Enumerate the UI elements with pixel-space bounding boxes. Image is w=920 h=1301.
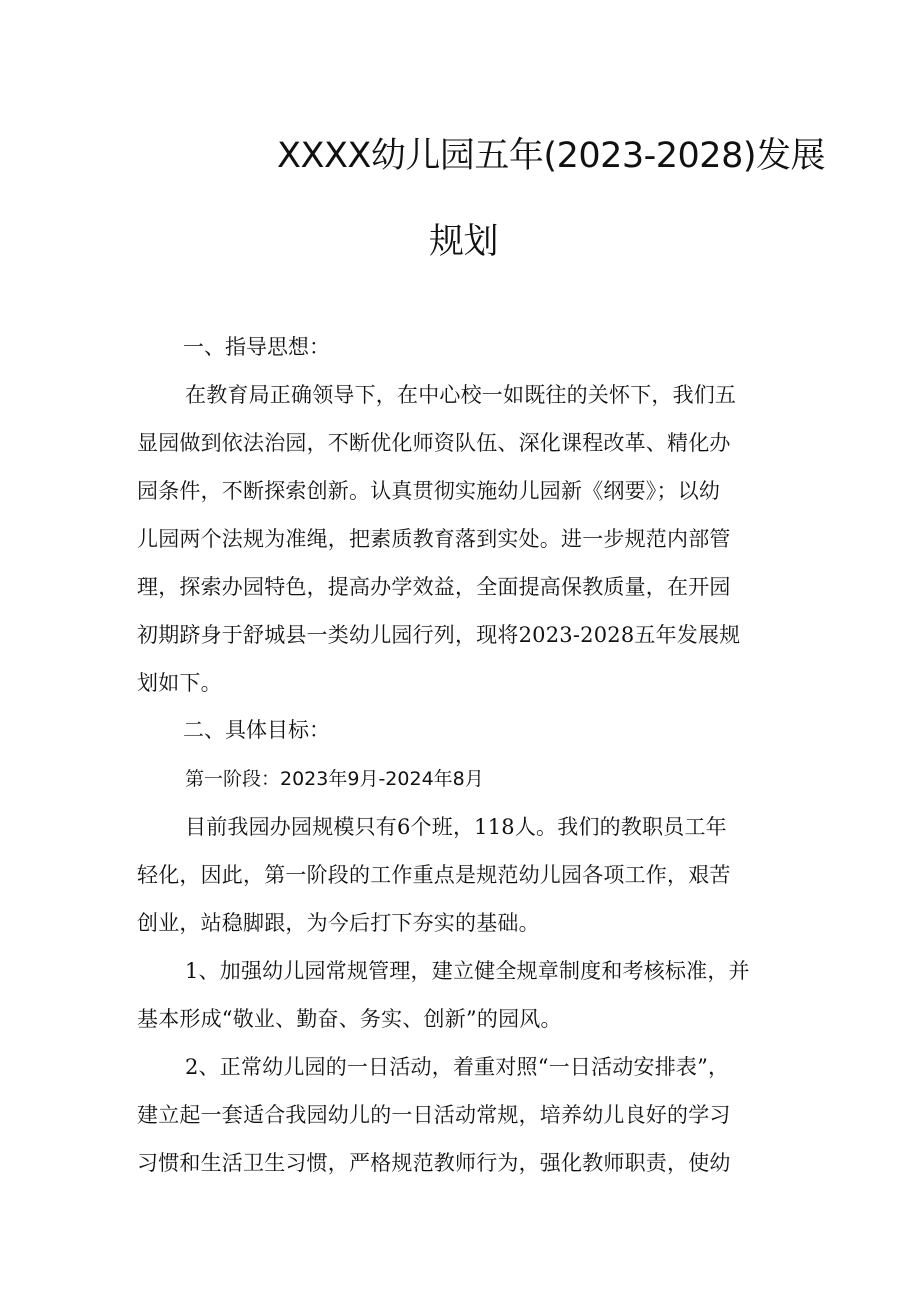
paragraph-line: 基本形成“敬业、勤奋、务实、创新”的园风。	[137, 1007, 562, 1031]
section-heading-guiding-ideology: 一、指导思想：	[183, 335, 330, 359]
paragraph-line: 创业，站稳脚跟，为今后打下夯实的基础。	[137, 911, 540, 935]
paragraph-line: 理，探索办园特色，提高办学效益，全面提高保教质量，在开园	[137, 575, 731, 599]
document-title-line-2: 规划	[429, 222, 499, 262]
section-heading-specific-goals: 二、具体目标：	[183, 718, 330, 742]
paragraph-line: 儿园两个法规为准绳，把素质教育落到实处。进一步规范内部管	[137, 527, 731, 551]
paragraph-line: 初期跻身于舒城县一类幼儿园行列，现将2023-2028五年发展规	[137, 623, 741, 647]
paragraph-line: 轻化，因此，第一阶段的工作重点是规范幼儿园各项工作，艰苦	[137, 863, 731, 887]
paragraph-line: 目前我园办园规模只有6个班，118人。我们的教职员工年	[185, 815, 727, 839]
document-title-line-1: XXXX幼儿园五年(2023-2028)发展	[277, 136, 825, 176]
paragraph-line: 1、加强幼儿园常规管理，建立健全规章制度和考核标准，并	[185, 959, 750, 983]
paragraph-line: 建立起一套适合我园幼儿的一日活动常规，培养幼儿良好的学习	[137, 1103, 731, 1127]
stage-heading: 第一阶段：2023年9月-2024年8月	[185, 768, 484, 790]
paragraph-line: 园条件，不断探索创新。认真贯彻实施幼儿园新《纲要》；以幼	[137, 479, 721, 503]
paragraph-line: 2、正常幼儿园的一日活动，着重对照“一日活动安排表”，	[185, 1055, 730, 1079]
paragraph-line: 习惯和生活卫生习惯，严格规范教师行为，强化教师职责，使幼	[137, 1151, 731, 1175]
paragraph-line: 划如下。	[137, 671, 222, 695]
paragraph-line: 显园做到依法治园，不断优化师资队伍、深化课程改革、精化办	[137, 431, 731, 455]
paragraph-line: 在教育局正确领导下，在中心校一如既往的关怀下，我们五	[185, 383, 737, 407]
